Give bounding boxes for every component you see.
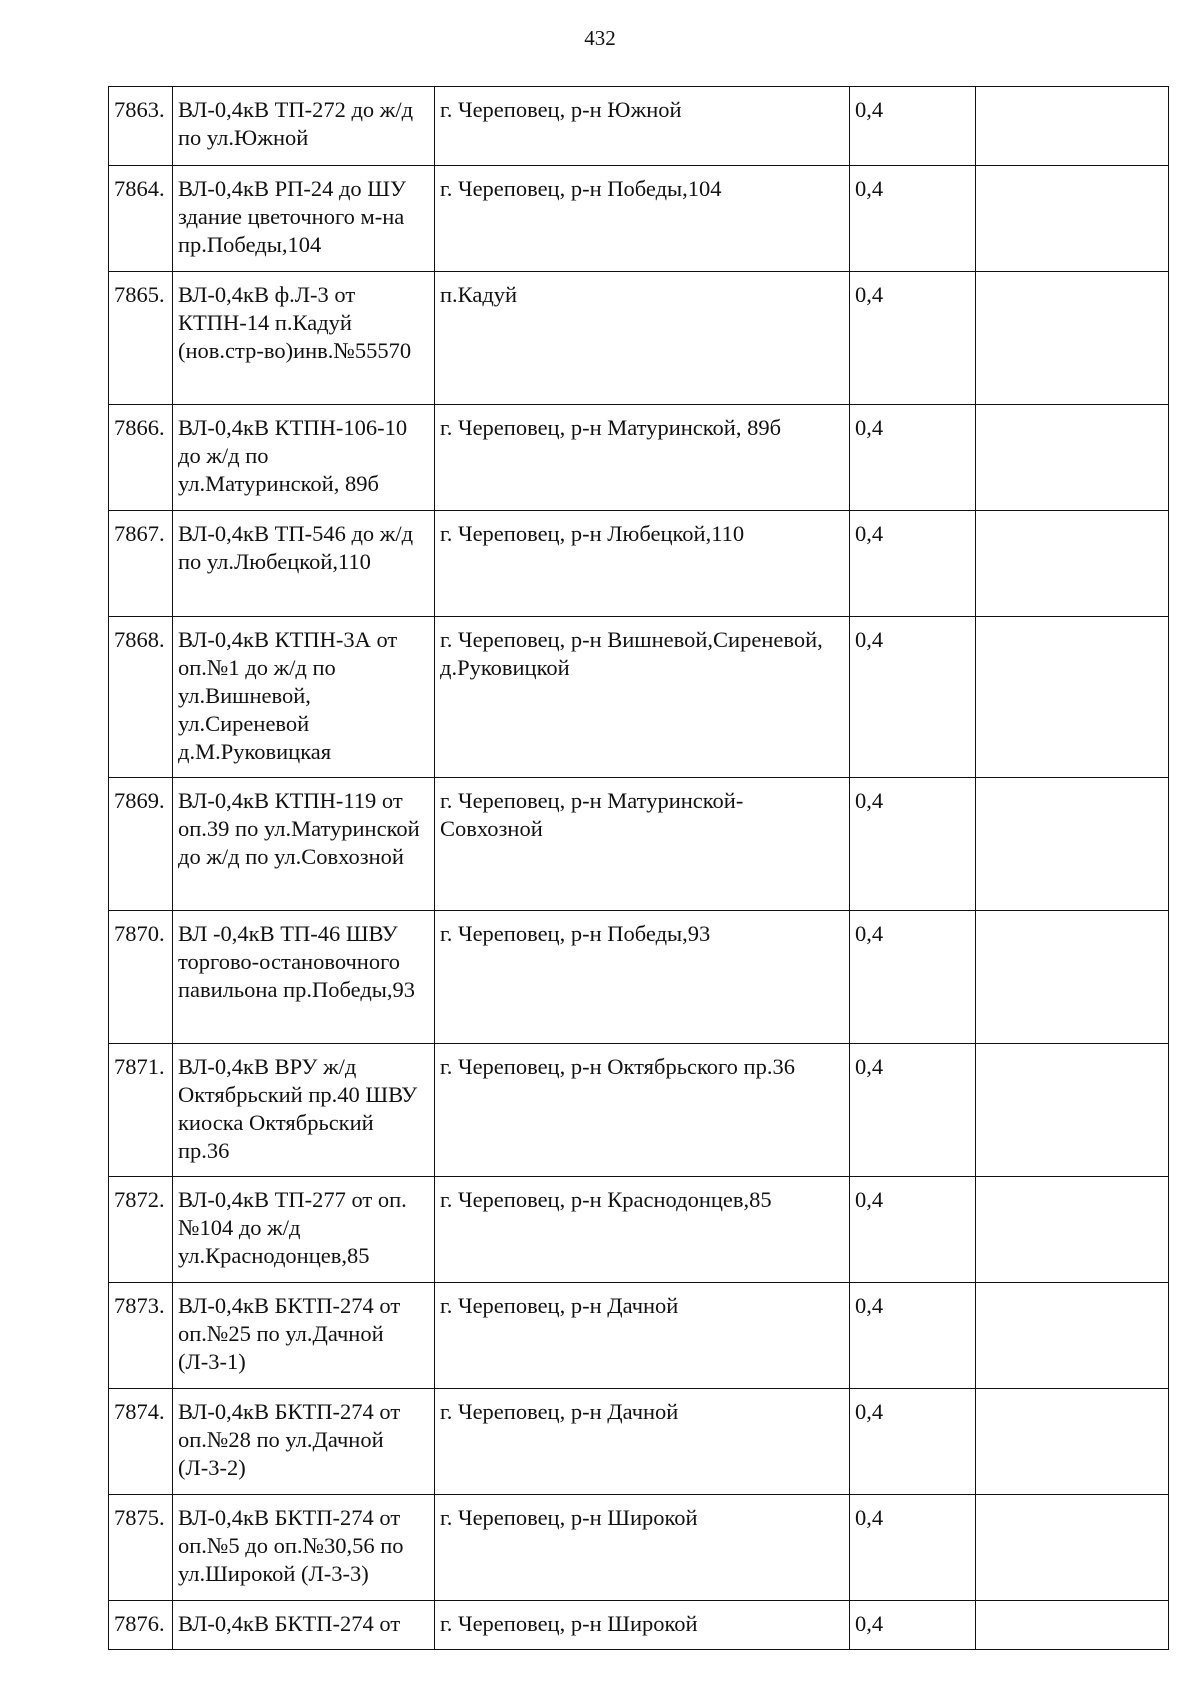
table-row — [109, 1177, 1169, 1283]
table-row — [109, 87, 1169, 166]
line-name: ВЛ-0,4кВ ТП-277 от оп.№104 до ж/д ул.Краснодонцев,85 — [173, 1177, 435, 1283]
line-location: г. Череповец, р-н Любецкой,110 — [435, 511, 850, 617]
line-location: г. Череповец, р-н Победы,93 — [435, 911, 850, 1044]
line-voltage: 0,4 — [850, 1283, 976, 1389]
line-note — [976, 405, 1169, 511]
row-number: 7864. — [109, 166, 173, 272]
line-note — [976, 511, 1169, 617]
table-row — [109, 617, 1169, 778]
line-note — [976, 1044, 1169, 1177]
line-note — [976, 1389, 1169, 1495]
row-number: 7873. — [109, 1283, 173, 1389]
line-name: ВЛ-0,4кВ КТПН-106-10 до ж/д по ул.Матуринской, 89б — [173, 405, 435, 511]
line-location: г. Череповец, р-н Широкой — [435, 1601, 850, 1650]
table-row — [109, 1495, 1169, 1601]
line-name: ВЛ-0,4кВ БКТП-274 от оп.№25 по ул.Дачной (Л-3-1) — [173, 1283, 435, 1389]
line-location: г. Череповец, р-н Матуринской, 89б — [435, 405, 850, 511]
table-row — [109, 778, 1169, 911]
page-number: 432 — [584, 26, 616, 50]
line-voltage: 0,4 — [850, 87, 976, 166]
row-number: 7863. — [109, 87, 173, 166]
line-voltage: 0,4 — [850, 1177, 976, 1283]
row-number: 7867. — [109, 511, 173, 617]
line-location: г. Череповец, р-н Матуринской-Совхозной — [435, 778, 850, 911]
line-name: ВЛ-0,4кВ ВРУ ж/д Октябрьский пр.40 ШВУ киоска Октябрьский пр.36 — [173, 1044, 435, 1177]
line-name: ВЛ-0,4кВ БКТП-274 от — [173, 1601, 435, 1650]
line-voltage: 0,4 — [850, 617, 976, 778]
row-number: 7872. — [109, 1177, 173, 1283]
line-location: г. Череповец, р-н Краснодонцев,85 — [435, 1177, 850, 1283]
row-number: 7870. — [109, 911, 173, 1044]
line-location: г. Череповец, р-н Дачной — [435, 1389, 850, 1495]
line-location: г. Череповец, р-н Октябрьского пр.36 — [435, 1044, 850, 1177]
line-voltage: 0,4 — [850, 405, 976, 511]
row-number: 7871. — [109, 1044, 173, 1177]
line-name: ВЛ-0,4кВ ТП-546 до ж/д по ул.Любецкой,110 — [173, 511, 435, 617]
line-voltage: 0,4 — [850, 511, 976, 617]
row-number: 7868. — [109, 617, 173, 778]
table-row — [109, 1601, 1169, 1650]
line-voltage: 0,4 — [850, 911, 976, 1044]
registry-table — [108, 86, 1169, 1650]
line-location: г. Череповец, р-н Дачной — [435, 1283, 850, 1389]
line-voltage: 0,4 — [850, 1601, 976, 1650]
line-note — [976, 87, 1169, 166]
line-note — [976, 778, 1169, 911]
line-location: г. Череповец, р-н Южной — [435, 87, 850, 166]
table-row — [109, 166, 1169, 272]
table-row — [109, 511, 1169, 617]
line-name: ВЛ-0,4кВ ф.Л-3 от КТПН-14 п.Кадуй (нов.стр-во)инв.№55570 — [173, 272, 435, 405]
line-voltage: 0,4 — [850, 778, 976, 911]
line-name: ВЛ-0,4кВ КТПН-119 от оп.39 по ул.Матуринской до ж/д по ул.Совхозной — [173, 778, 435, 911]
table-row — [109, 272, 1169, 405]
line-voltage: 0,4 — [850, 1495, 976, 1601]
line-location: п.Кадуй — [435, 272, 850, 405]
line-name: ВЛ-0,4кВ КТПН-3А от оп.№1 до ж/д по ул.Вишневой, ул.Сиреневой д.М.Руковицкая — [173, 617, 435, 778]
line-note — [976, 911, 1169, 1044]
line-voltage: 0,4 — [850, 166, 976, 272]
row-number: 7865. — [109, 272, 173, 405]
line-name: ВЛ-0,4кВ БКТП-274 от оп.№5 до оп.№30,56 по ул.Широкой (Л-3-3) — [173, 1495, 435, 1601]
line-note — [976, 1283, 1169, 1389]
row-number: 7874. — [109, 1389, 173, 1495]
table-row — [109, 1389, 1169, 1495]
line-location: г. Череповец, р-н Широкой — [435, 1495, 850, 1601]
row-number: 7875. — [109, 1495, 173, 1601]
table-row — [109, 1283, 1169, 1389]
line-name: ВЛ-0,4кВ ТП-272 до ж/д по ул.Южной — [173, 87, 435, 166]
table-row — [109, 1044, 1169, 1177]
line-note — [976, 166, 1169, 272]
row-number: 7866. — [109, 405, 173, 511]
line-note — [976, 617, 1169, 778]
line-note — [976, 1601, 1169, 1650]
table-row — [109, 405, 1169, 511]
table-row — [109, 911, 1169, 1044]
line-voltage: 0,4 — [850, 272, 976, 405]
line-note — [976, 1495, 1169, 1601]
row-number: 7876. — [109, 1601, 173, 1650]
line-location: г. Череповец, р-н Вишневой,Сиреневой, д.Руковицкой — [435, 617, 850, 778]
line-voltage: 0,4 — [850, 1389, 976, 1495]
line-name: ВЛ-0,4кВ РП-24 до ШУ здание цветочного м-на пр.Победы,104 — [173, 166, 435, 272]
line-note — [976, 1177, 1169, 1283]
line-name: ВЛ-0,4кВ БКТП-274 от оп.№28 по ул.Дачной (Л-3-2) — [173, 1389, 435, 1495]
line-location: г. Череповец, р-н Победы,104 — [435, 166, 850, 272]
line-voltage: 0,4 — [850, 1044, 976, 1177]
line-name: ВЛ -0,4кВ ТП-46 ШВУ торгово-остановочного павильона пр.Победы,93 — [173, 911, 435, 1044]
line-note — [976, 272, 1169, 405]
row-number: 7869. — [109, 778, 173, 911]
